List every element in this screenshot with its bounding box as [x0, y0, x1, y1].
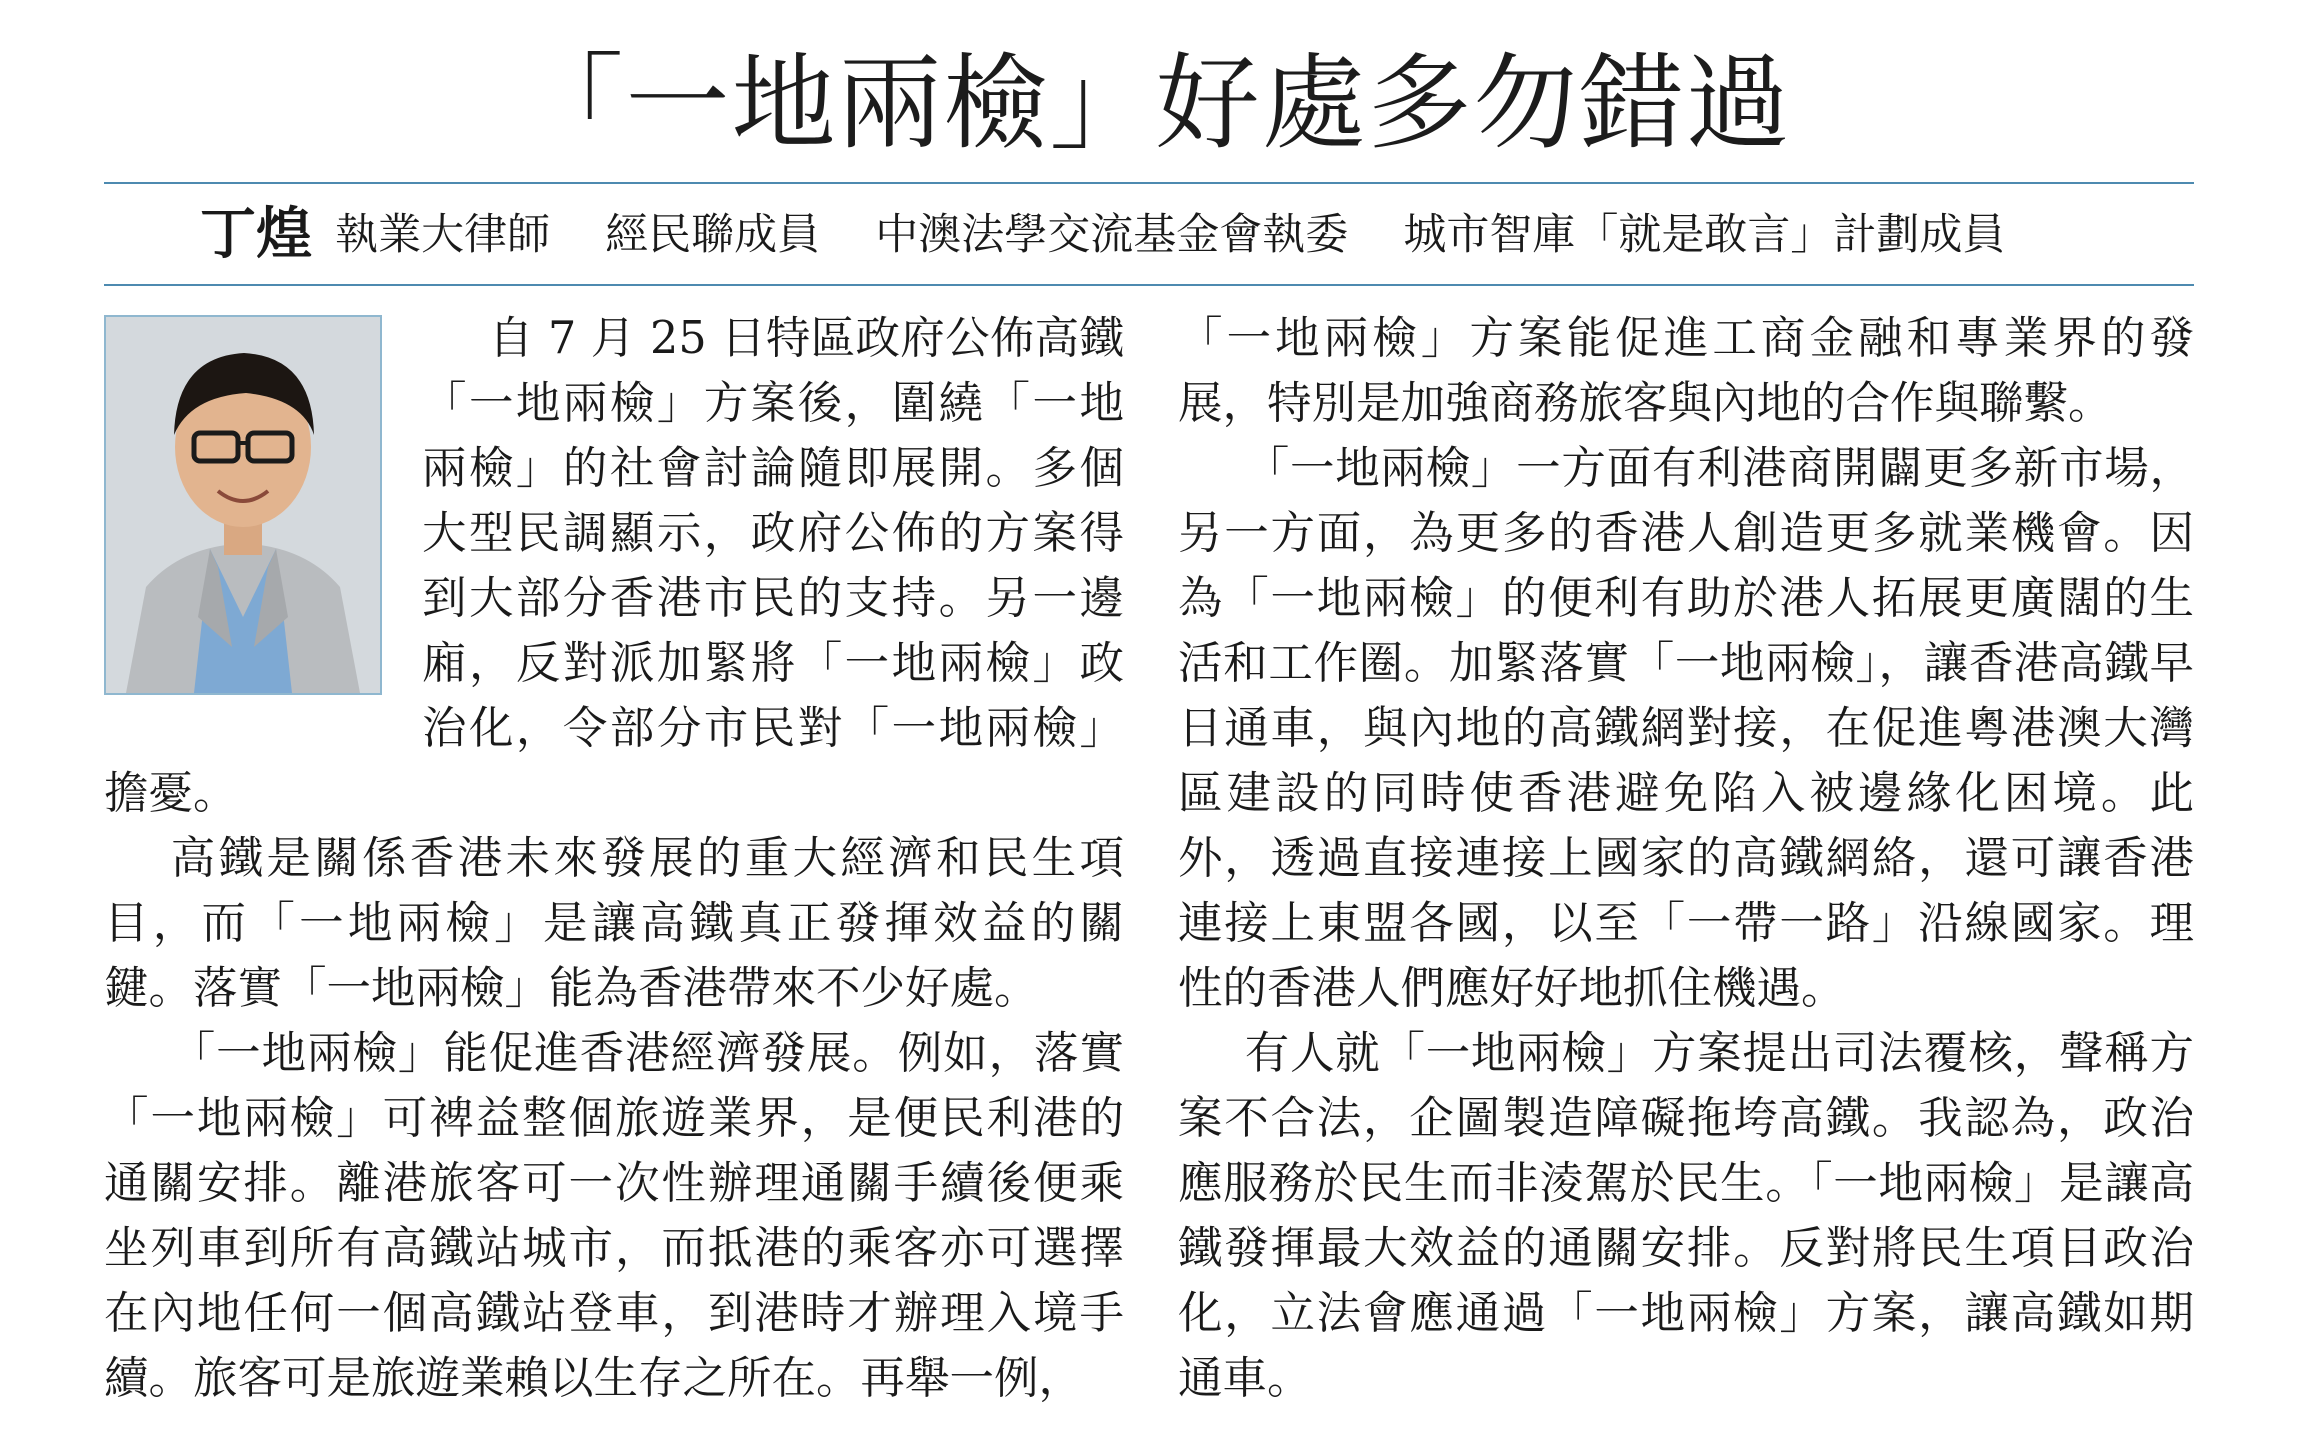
author-role: 經民聯成員 — [605, 209, 821, 260]
article-column-left — [104, 306, 1124, 1411]
photo-wrap-spacer — [104, 306, 422, 761]
headline: 「一地兩檢」好處多勿錯過 — [519, 42, 1792, 164]
article-paragraph: 有人就「一地兩檢」方案提出司法覆核，聲稱方案不合法，企圖製造障礙拖垮高鐵。我認為，政治應服務於民生而非淩駕於民生。「一地兩檢」是讓高鐵發揮最大效益的通關安排。反對將民生項目政治化，立法會應通過「一地兩檢」方案，讓高鐵如期通車。 — [1178, 1028, 2194, 1404]
author-role: 執業大律師 — [335, 209, 551, 260]
author-role: 中澳法學交流基金會執委 — [875, 209, 1349, 260]
top-divider — [104, 182, 2194, 184]
byline — [200, 198, 2200, 270]
bottom-divider — [104, 284, 2194, 286]
author-name: 丁煌 — [200, 201, 312, 267]
article-paragraph: 「一地兩檢」一方面有利港商開闢更多新市場，另一方面，為更多的香港人創造更多就業機會。因為「一地兩檢」的便利有助於港人拓展更廣闊的生活和工作圈。加緊落實「一地兩檢」，讓香港高鐵早日通車，與內地的高鐵網對接，在促進粵港澳大灣區建設的同時使香港避免陷入被邊緣化困境。此外，透過直接連接上國家的高鐵網絡，還可讓香港連接上東盟各國，以至「一帶一路」沿線國家。理性的香港人們應好好地抓住機遇。 — [1178, 443, 2194, 1014]
article-paragraph: 自 7 月 25 日特區政府公佈高鐵「一地兩檢」方案後，圍繞「一地兩檢」的社會討論隨即展開。多個大型民調顯示，政府公佈的方案得到大部分香港市民的支持。另一邊廂，反對派加緊將「一地兩檢」政治化，令部分市民對「一地兩檢」擔憂。 — [104, 313, 1124, 819]
author-role: 城市智庫「就是敢言」計劃成員 — [1403, 209, 2006, 260]
article-column-right — [1178, 306, 2194, 1411]
article-paragraph: 高鐵是關係香港未來發展的重大經濟和民生項目，而「一地兩檢」是讓高鐵真正發揮效益的關鍵。落實「一地兩檢」能為香港帶來不少好處。 — [104, 833, 1124, 1014]
article-paragraph: 「一地兩檢」能促進香港經濟發展。例如，落實「一地兩檢」可裨益整個旅遊業界，是便民利港的通關安排。離港旅客可一次性辦理通關手續後便乘坐列車到所有高鐵站城市，而抵港的乘客亦可選擇在內地任何一個高鐵站登車，到港時才辦理入境手續。旅客可是旅遊業賴以生存之所在。再舉一例， — [104, 1028, 1124, 1404]
article-paragraph: 「一地兩檢」方案能促進工商金融和專業界的發展，特別是加強商務旅客與內地的合作與聯繫。 — [1178, 313, 2194, 429]
